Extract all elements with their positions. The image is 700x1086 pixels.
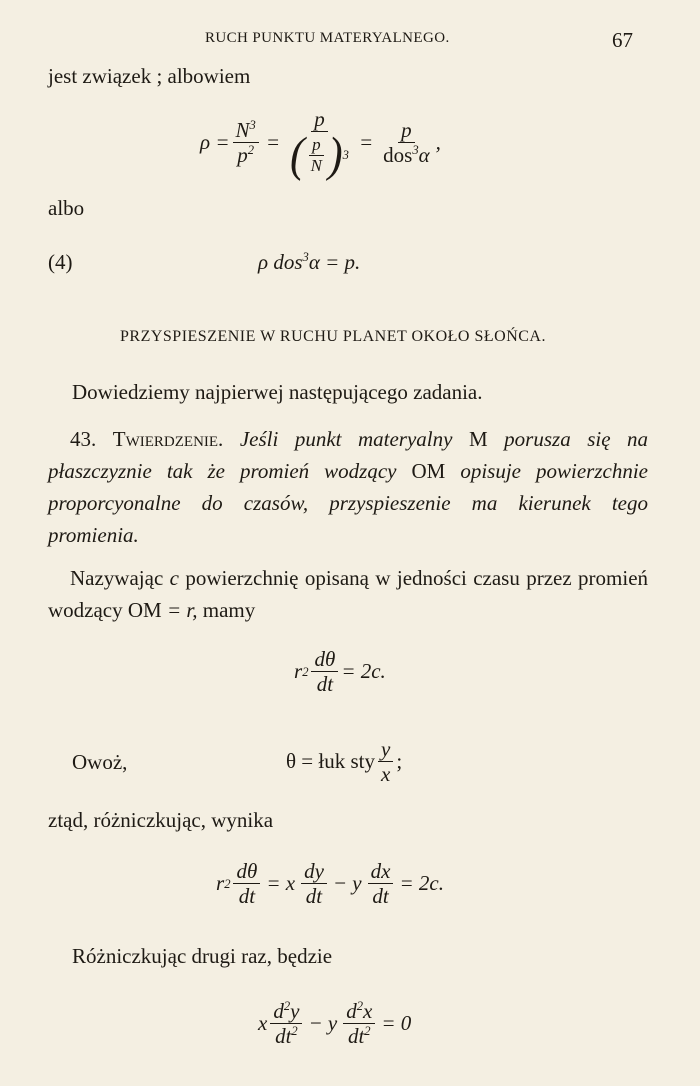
eq1-p-inner: p [309,136,324,156]
eq8-dt-a: dt [275,1024,292,1049]
para2-om: OM [127,598,162,622]
eq8-frac-1: $\frac{d^2y}{dt^2}$ [270,1000,302,1047]
eq7-dt2: dt [305,884,323,909]
equation-4: ρ dos$^3$α = p. [258,250,361,274]
theorem-number: 43. [70,427,97,451]
eq8-d: d [273,999,284,1023]
para2-eq: = r, [166,598,198,622]
eq8-d2: d [346,999,357,1023]
text-owoz: Owoż, [72,750,128,774]
eq6-tail: ; [396,748,403,773]
equation-4-label: (4) [48,250,73,274]
fraction-p-over-pN [287,107,352,182]
text-ztad: ztąd, różniczkując, wynika [48,808,274,832]
eq1-comma: , [435,129,441,154]
eq1-p-last: p [398,119,415,143]
para2-text-3: mamy [202,598,256,622]
eq1-n: N [235,117,250,142]
equation-rho: ρ = $\frac{N^3}{p^2}$ = p ( $\frac{p}{N}$ ) 3 = $\frac{p}{dos^3\alpha}$ , [200,107,441,182]
theorem-text-3: opisuje powierzchnie proporcyonalne do czasów, przyspieszenie ma kierunek tego promienia. [48,459,648,547]
eq7-dx: dx [368,860,394,884]
eq7-eqx: = x [266,870,296,895]
eq7-frac-2 [301,860,327,907]
text-albo: albo [48,196,85,220]
theorem-om: OM [411,459,446,483]
eq1-n-inner: N [310,155,322,175]
para2-c: c [169,566,179,590]
eq8-rhs: = 0 [381,1010,412,1035]
eq7-rhs: = 2c. [399,870,444,895]
eq8-y: y [290,999,300,1023]
eq1-exp3c: 3 [412,143,419,158]
running-header: RUCH PUNKTU MATERYALNEGO. [205,30,450,46]
eq8-dt-b: dt [347,1024,365,1049]
para2-text-2: powierzchnię opisaną w jedności czasu przez promień wodzący [48,566,649,622]
eq7-frac-1 [233,860,260,907]
eq8-frac-2: $\frac{d^2x}{dt^2}$ [343,1000,375,1047]
text-line-jest-zwiazek: jest związek ; albowiem [48,64,251,88]
text-rozniczkujac: Różniczkując drugi raz, będzie [72,944,333,968]
eq5-r: r [294,658,303,683]
eq4-post: α = p. [308,250,361,274]
fraction-p-over-dos [380,119,433,166]
eq1-exp2: 2 [247,143,255,158]
paragraph-dowiedziemy: Dowiedziemy najpierwej następującego zadania. [72,380,483,404]
theorem-paragraph [48,423,648,551]
eq5-rhs: = 2c. [341,658,386,683]
eq7-minus-y: − y [332,870,362,895]
para2-text-1: Nazywając [70,566,164,590]
equation-derivative: r 2 $\frac{d\theta}{dt}$ = x $\frac{dy}{dt}$ − y $\frac{dx}{dt}$ = 2c. [216,859,444,909]
eq8-x-sym: x [363,999,373,1023]
eq1-lhs: ρ = [200,129,230,154]
eq1-dos: dos [383,143,413,168]
eq7-dt3: dt [372,884,389,909]
fraction-n3-p2 [233,119,259,166]
theorem-text-1: Jeśli punkt materyalny [239,427,453,451]
eq7-dt1: dt [238,884,256,909]
eq6-lhs: θ = łuk sty [286,748,375,773]
page-number: 67 [612,28,633,52]
eq4-pre: ρ dos [258,250,303,274]
eq8-minus-y: − y [308,1010,338,1035]
eq5-fraction [311,648,338,695]
eq7-dtheta: dθ [233,860,260,884]
equation-theta [286,738,402,785]
eq7-dy: dy [301,860,327,884]
section-heading: PRZYSPIESZENIE W RUCHU PLANET OKOŁO SŁOŃCA. [120,328,546,345]
equation-second-derivative [258,1000,411,1047]
eq6-y: y [378,738,393,762]
eq5-dt: dt [316,672,334,697]
eq6-fraction [378,738,393,785]
theorem-text-2: porusza się na płaszczyznie tak że promień wodzący [48,427,649,483]
theorem-m: M [468,427,488,451]
eq8-x: x [258,1010,268,1035]
eq1-exp3: 3 [249,117,256,132]
eq7-frac-3 [368,860,394,907]
eq1-paren-den: ( $\frac{p}{N}$ ) 3 [290,127,349,182]
eq1-alpha: α [418,143,430,168]
paragraph-nazywajac [48,562,648,626]
equation-area: r 2 $\frac{d\theta}{dt}$ = 2c. [294,647,386,697]
eq1-p: p [237,143,248,168]
eq5-dtheta: dθ [311,648,338,672]
eq7-r: r [216,870,225,895]
eq6-x: x [381,762,391,787]
theorem-label: Twierdzenie. [112,427,224,451]
eq1-p-num: p [311,108,328,132]
